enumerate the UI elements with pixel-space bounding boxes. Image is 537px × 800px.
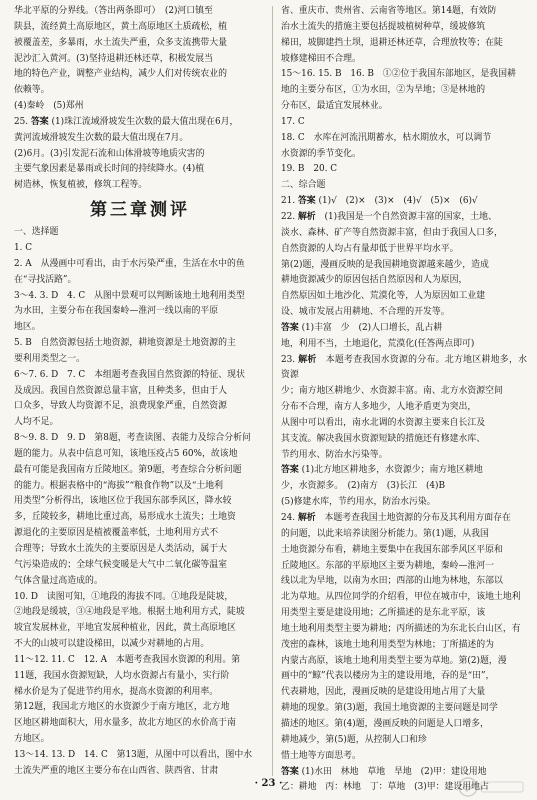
answer-text-line: 1. C bbox=[14, 242, 33, 253]
right-column bbox=[281, 4, 527, 796]
answer-text-line: 树造林，恢复植被，修筑工程等。 bbox=[14, 180, 148, 191]
answer-text-line: 22. 解析 (1)我国是一个自然资源丰富的国家，土地、 bbox=[281, 211, 497, 222]
answer-text-line: 分布区，最适宜发展林业。 bbox=[281, 101, 388, 112]
answer-text-line: 少；南方地区耕地少、水资源丰富。南、北方水资源空间 bbox=[281, 386, 503, 397]
chapter-title: 第三章测评 bbox=[90, 200, 190, 221]
right-answers-block bbox=[281, 4, 527, 796]
answer-text-line: 10. D 读图可知，①地段的海拔不同。①地段是陡坡， bbox=[14, 591, 234, 602]
answer-text-line: 治水土流失的措施主要包括提坡植树种草，缓坡修筑 bbox=[281, 21, 486, 32]
answer-text-line: 地，利用不当，土地退化，荒漠化(任答两点即可) bbox=[281, 338, 475, 349]
answer-text-line: 17. C bbox=[281, 116, 305, 127]
answer-text-line: 北为草地。从四位同学的介绍看，甲位在城市中，该地土地利 bbox=[281, 592, 521, 603]
answer-text-line: 15～16. 15. B 16. B ①②位于我国东部地区，是我国耕 bbox=[281, 69, 516, 80]
answer-text-line: (4)秦岭 (5)郑州 bbox=[14, 101, 84, 112]
answer-text-line: 梯田，坡脚建挡土坝，退耕还林还草，合理放牧等；在陡 bbox=[281, 37, 503, 48]
answer-text-line: 其支流。解决我国水资源短缺的措施还有修建水库、 bbox=[281, 433, 486, 444]
answer-text-line: 13～14. 13. D 14. C 第13题，从图中可以看出，图中水 bbox=[14, 749, 253, 760]
page-number: · 23 · bbox=[254, 778, 283, 789]
answer-text-line: 18. C 水库在河流汛期蓄水，枯水期放水，可以调节 bbox=[281, 132, 492, 143]
answer-text-line: ②地段是缓坡，③④地段是平地。根据土地利用方式，陡坡 bbox=[14, 607, 245, 618]
answer-text-line: 11题，我国水资源短缺，人均水资源占有量小，实行阶 bbox=[14, 670, 230, 681]
answer-text-line: 25. 答案 (1)珠江流域滑坡发生次数的最大值出现在6月， bbox=[14, 116, 239, 127]
intro-block bbox=[14, 4, 266, 115]
answer-site-watermark-icon bbox=[457, 776, 527, 798]
answer-text-line: 题的能力。从表中信息可知，该地压疫占5 60%，故该地 bbox=[14, 448, 238, 459]
answer-text-line: 画中的“鲸”代表以楼房为主的建设用地，吞的是“田”， bbox=[281, 671, 495, 682]
answer-text-line: 节约用水、防治水污染等。 bbox=[281, 449, 388, 460]
answer-text-line: 为水田，主要分布在我国秦岭—淮河一线以南的平原 bbox=[14, 306, 219, 317]
answer-text-line: 华北平原的分界线。（答出两条即可） (2)河口镇至 bbox=[14, 6, 213, 16]
answer-text-line: 口众多，导致人均资源不足，浪费现象严重，自然资源 bbox=[14, 401, 227, 412]
answer-text-line: 乙：耕地 丙：林地 丁：草地 (3)甲：建设用地占 bbox=[281, 782, 489, 793]
answer-text-line: 代表耕地，因此，漫画反映的是建设用地占用了大量 bbox=[281, 687, 486, 698]
answer-text-line: 2. A 从漫画中可看出，由于水污染严重，生活在水中的鱼 bbox=[14, 258, 245, 269]
answer-text-line: 地区。 bbox=[14, 322, 41, 333]
answer-text-line: 5. B 自然资源包括土地资源，耕地资源是土地资源的主 bbox=[14, 338, 236, 349]
answer-text-line: 地的主要分布区，①为水田，②为旱地；③是林地的 bbox=[281, 85, 486, 96]
answer-text-line: 8～9. 8. D 9. D 第8题，考查读图、表能力及综合分析问 bbox=[14, 433, 251, 444]
answer-text-line: 最有可能是我国南方丘陵地区。第9题，考查综合分析问题 bbox=[14, 464, 242, 475]
answer-text-line: 坡修建梯田不合理。 bbox=[281, 53, 361, 64]
answer-text-line: (2)6月。(3)引发泥石流和山体滑坡等地质灾害的 bbox=[14, 148, 205, 159]
answer-text-line: 地的特色产业，调整产业结构，减少人们对传统农业的 bbox=[14, 69, 227, 80]
left-column bbox=[14, 4, 266, 780]
answer-text-line: 线以北为旱地，以南为水田；西部的山地为林地，东部以 bbox=[281, 576, 503, 587]
column-divider bbox=[272, 6, 273, 776]
answer-text-line: 在“寻找活路”。 bbox=[14, 274, 77, 285]
answer-text-line: 气体含量过高造成的。 bbox=[14, 575, 103, 586]
answer-text-line: 陕县，流经黄土高原地区，黄土高原地区土质疏松，植 bbox=[14, 21, 227, 32]
answer-text-line: 答案 (1)水田 林地 草地 旱地 (2)甲：建设用地 bbox=[281, 766, 487, 777]
answer-text-line: 二、综合题 bbox=[281, 180, 326, 191]
answer-text-line: 21. 答案 (1)√ (2)× (3)× (4)√ (5)× (6)√ bbox=[281, 196, 478, 207]
choice-answers-block bbox=[14, 241, 266, 780]
answer-text-line: 区地区耕地面积大，用水量多，故北方地区的水价高于南 bbox=[14, 718, 236, 729]
answer-text-line: 依赖等。 bbox=[14, 85, 50, 96]
answer-text-line: 土地资源分布看，耕地主要集中在我国东部季风区平原和 bbox=[281, 544, 503, 555]
answer-text-line: 省、重庆市、贵州省、云南省等地区。第14题，有效防 bbox=[281, 6, 497, 16]
answer-text-line: 描述的地区。第(4)题，漫画反映的问题是人口增多， bbox=[281, 718, 489, 729]
answer-text-line: 地土地利用类型主要为耕地；丙所描述的为东北长白山区，有 bbox=[281, 623, 521, 634]
answer-text-line: 合理等；导致水土流失的主要原因是人类活动，属于大 bbox=[14, 544, 227, 554]
answer-text-line: 的问题，以此来培养读图分析能力。第(1)题，从我国 bbox=[281, 528, 489, 539]
answer-text-line: 惜土地等方面思考。 bbox=[281, 750, 361, 761]
answer-text-line: 土流失严重的地区主要分布在山西省、陕西省、甘肃 bbox=[14, 765, 219, 776]
answer-text-line: 丘陵地区。东部的平原地区主要为耕地，秦岭—淮河一 bbox=[281, 560, 494, 571]
answer-text-line: 耕地减少，第(5)题，从控制人口和珍 bbox=[281, 734, 427, 745]
answer-text-line: 6～7. 6. D 7. C 本组题考查我国自然资源的特征、现状 bbox=[14, 369, 245, 380]
answer-25-block bbox=[14, 115, 266, 194]
answer-text-line: 要利用类型之一。 bbox=[14, 353, 85, 364]
answer-text-line: 自然原因如土地沙化、荒漠化等，人为原因如工业建 bbox=[281, 291, 486, 302]
answer-text-line: 多，丘陵较多，耕地比重过高，易形成水土流失；土地资 bbox=[14, 512, 236, 523]
answer-text-line: 答案 (1)北方地区耕地多，水资源少；南方地区耕地 bbox=[281, 465, 483, 476]
answer-text-line: 人均不足。 bbox=[14, 417, 59, 428]
answer-text-line: 从图中可以看出，南水北调的水资源主要来自长江及 bbox=[281, 417, 486, 428]
answer-text-line: 用类型主要是建设用地；乙所描述的是东北平原，该 bbox=[281, 608, 486, 619]
answer-text-line: 坡宜发展林业，平地宜发展种植业，因此，黄土高原地区 bbox=[14, 623, 236, 634]
answer-text-line: 主要气象因素是暴雨或长时间的持续降水。(4)植 bbox=[14, 164, 205, 175]
answer-text-line: 气污染造成的；全球气候变暖是大气中二氧化碳等温室 bbox=[14, 559, 227, 570]
answer-text-line: 及成因。我国自然资源总量丰富，且种类多，但由于人 bbox=[14, 385, 227, 396]
answer-text-line: 3～4. 3. D 4. C 从图中景观可以判断该地土地利用类型 bbox=[14, 290, 245, 301]
answer-text-line: 自然资源的人均占有量却低于世界平均水平。 bbox=[281, 243, 459, 254]
answer-text-line: 设、城市发展占用耕地、不合理的开发等。 bbox=[281, 307, 450, 318]
answer-text-line: 耕地资源减少的原因包括自然原因和人为原因， bbox=[281, 275, 468, 286]
answer-text-line: 24. 解析 本题考查我国土地资源的分布及其利用方面存在 bbox=[281, 513, 511, 523]
answer-text-line: 被覆盖差，多暴雨，水土流失严重，众多支流携带大量 bbox=[14, 37, 227, 48]
answer-text-line: 少，水资源多。 (2)南方 (3)长江 (4)B bbox=[281, 481, 446, 492]
answer-text-line: 第(2)题，漫画反映的是我国耕地资源越来越少，造成 bbox=[281, 259, 489, 270]
answer-text-line: 黄河流域滑坡发生次数的最大值出现在7月。 bbox=[14, 132, 189, 143]
answer-text-line: 源退化的主要原因是植被覆盖率低，土地利用方式不 bbox=[14, 528, 219, 539]
answer-text-line: 水资源的季节变化。 bbox=[281, 148, 361, 159]
section-label: 一、选择题 bbox=[14, 227, 59, 238]
answer-text-line: (5)修建水库，节约用水，防治水污染。 bbox=[281, 497, 436, 508]
answer-text-line: 方地区。 bbox=[14, 734, 50, 745]
answer-text-line: 淡水、森林、矿产等自然资源丰富，但由于我国人口多， bbox=[281, 227, 503, 238]
answer-text-line: 的能力。根据表格中的“海拔”“粮食作物”以及“土地利 bbox=[14, 480, 224, 491]
answer-text-line: 11～12. 11. C 12. A 本题考查我国水资源的利用。第 bbox=[14, 654, 241, 665]
answer-text-line: 耕地的现象。第(3)题，我国土地资源的主要问题是同学 bbox=[281, 703, 498, 714]
answer-text-line: 23. 解析 本题考查我国水资源的分布。北方地区耕地多，水资源 bbox=[281, 354, 528, 381]
answer-text-line: 用类型”分析得出，该地区位于我国东部季风区，降水较 bbox=[14, 496, 232, 507]
answer-text-line: 19. B 20. C bbox=[281, 164, 338, 175]
answer-text-line: 答案 (1)丰富 少 (2)人口增长，乱占耕 bbox=[281, 322, 443, 333]
answer-text-line: 第12题，我国北方地区的水资源少于南方地区，北方地 bbox=[14, 702, 230, 713]
answer-text-line: 不大的山坡可以建设梯田，以减少对耕地的占用。 bbox=[14, 639, 210, 650]
answer-text-line: 茂密的森林，该地土地利用类型为林地；丁所描述的为 bbox=[281, 639, 494, 650]
answer-text-line: 内蒙古高原，该地土地利用类型主要为草地。第(2)题，漫 bbox=[281, 655, 507, 666]
answer-text-line: 泥沙汇入黄河。(3)坚持退耕还林还草，积极发展当 bbox=[14, 53, 213, 64]
answer-text-line: 分布不合理，南方人多地少，人地矛盾更为突出， bbox=[281, 402, 477, 413]
answer-text-line: 梯水价是为了促进节约用水，提高水资源的利用率。 bbox=[14, 686, 219, 697]
